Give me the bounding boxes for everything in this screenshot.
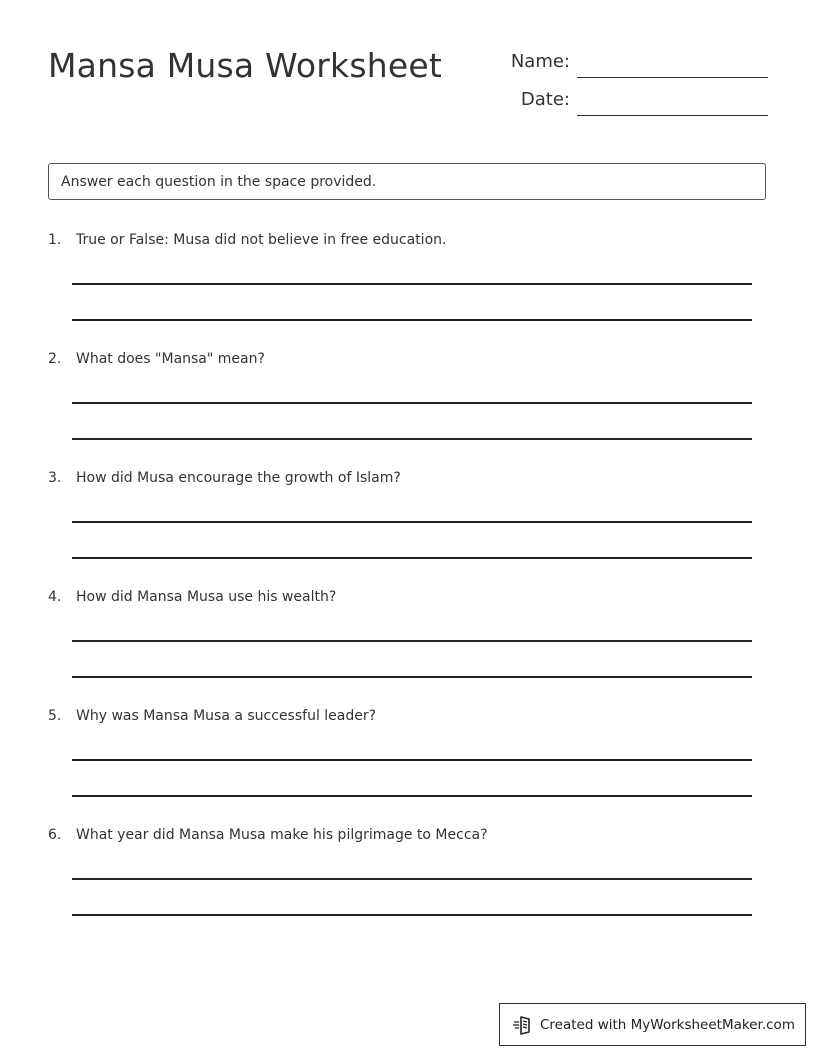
answer-line[interactable] [72, 676, 752, 678]
page-title: Mansa Musa Worksheet [48, 46, 443, 85]
question-text: True or False: Musa did not believe in free education. [76, 232, 447, 248]
instructions-box: Answer each question in the space provided. [48, 163, 766, 200]
question-number: 1. [48, 232, 62, 248]
worksheet-maker-logo-icon [512, 1014, 534, 1036]
name-label: Name: [510, 51, 570, 72]
answer-line[interactable] [72, 521, 752, 523]
date-label: Date: [520, 89, 570, 110]
date-field[interactable] [480, 84, 768, 116]
question-text: Why was Mansa Musa a successful leader? [76, 708, 377, 724]
question-2 [48, 351, 768, 451]
question-6 [48, 827, 768, 927]
question-text: What does "Mansa" mean? [76, 351, 265, 367]
answer-line[interactable] [72, 283, 752, 285]
answer-line[interactable] [72, 640, 752, 642]
question-text: How did Mansa Musa use his wealth? [76, 589, 337, 605]
name-input-line[interactable] [577, 77, 768, 78]
answer-line[interactable] [72, 795, 752, 797]
question-text: How did Musa encourage the growth of Islam? [76, 470, 401, 486]
answer-line[interactable] [72, 759, 752, 761]
footer-credit-badge[interactable] [499, 1003, 806, 1046]
question-3 [48, 470, 768, 570]
footer-credit-text: Created with MyWorksheetMaker.com [540, 1016, 795, 1033]
question-number: 4. [48, 589, 62, 605]
question-number: 5. [48, 708, 62, 724]
question-number: 6. [48, 827, 62, 843]
answer-line[interactable] [72, 319, 752, 321]
question-text: What year did Mansa Musa make his pilgrimage to Mecca? [76, 827, 488, 843]
date-input-line[interactable] [577, 115, 768, 116]
question-number: 3. [48, 470, 62, 486]
question-number: 2. [48, 351, 62, 367]
answer-line[interactable] [72, 557, 752, 559]
answer-line[interactable] [72, 914, 752, 916]
question-1 [48, 232, 768, 332]
question-5 [48, 708, 768, 808]
name-field[interactable] [480, 46, 768, 78]
answer-line[interactable] [72, 402, 752, 404]
question-4 [48, 589, 768, 689]
answer-line[interactable] [72, 438, 752, 440]
answer-line[interactable] [72, 878, 752, 880]
